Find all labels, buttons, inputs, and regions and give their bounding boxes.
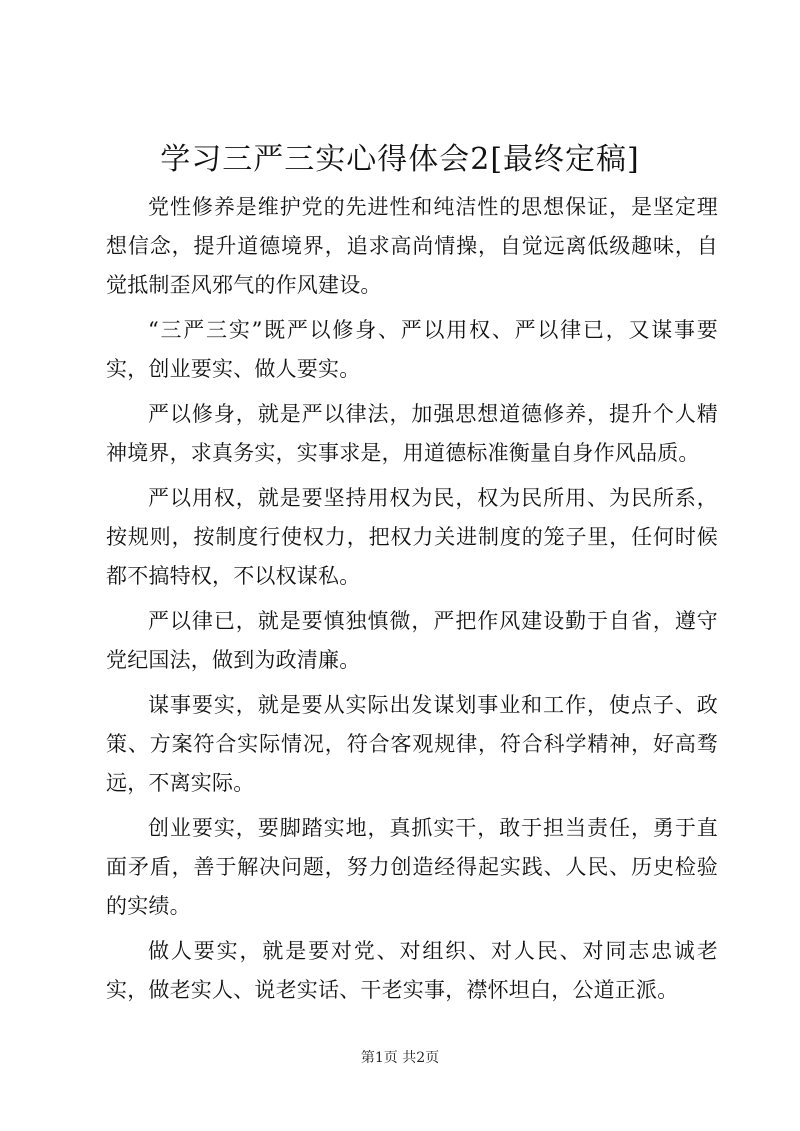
- paragraph: 严以修身，就是严以律法，加强思想道德修养，提升个人精神境界，求真务实，实事求是，用道德标准衡量自身作风品质。: [106, 402, 718, 465]
- page-footer: 第1页 共2页: [360, 1050, 440, 1066]
- document-body: [106, 188, 718, 1016]
- paragraph: 党性修养是维护党的先进性和纯洁性的思想保证，是坚定理想信念，提升道德境界，追求高尚情操，自觉远离低级趣味，自觉抵制歪风邪气的作风建设。: [106, 195, 718, 297]
- paragraph: 创业要实，要脚踏实地，真抓实干，敢于担当责任，勇于直面矛盾，善于解决问题，努力创造经得起实践、人民、历史检验的实绩。: [106, 816, 718, 918]
- document-title: 学习三严三实心得体会2[最终定稿]: [160, 142, 640, 177]
- paragraph: “三严三实”既严以修身、严以用权、严以律已，又谋事要实，创业要实、做人要实。: [106, 318, 718, 381]
- paragraph: 做人要实，就是要对党、对组织、对人民、对同志忠诚老实，做老实人、说老实话、干老实事，襟怀坦白，公道正派。: [106, 939, 718, 1002]
- paragraph: 严以用权，就是要坚持用权为民，权为民所用、为民所系，按规则，按制度行使权力，把权力关进制度的笼子里，任何时候都不搞特权，不以权谋私。: [106, 486, 718, 588]
- paragraph: 严以律已，就是要慎独慎微，严把作风建设勤于自省，遵守党纪国法，做到为政清廉。: [106, 609, 718, 672]
- paragraph: 谋事要实，就是要从实际出发谋划事业和工作，使点子、政策、方案符合实际情况，符合客观规律，符合科学精神，好高骛远，不离实际。: [106, 693, 718, 795]
